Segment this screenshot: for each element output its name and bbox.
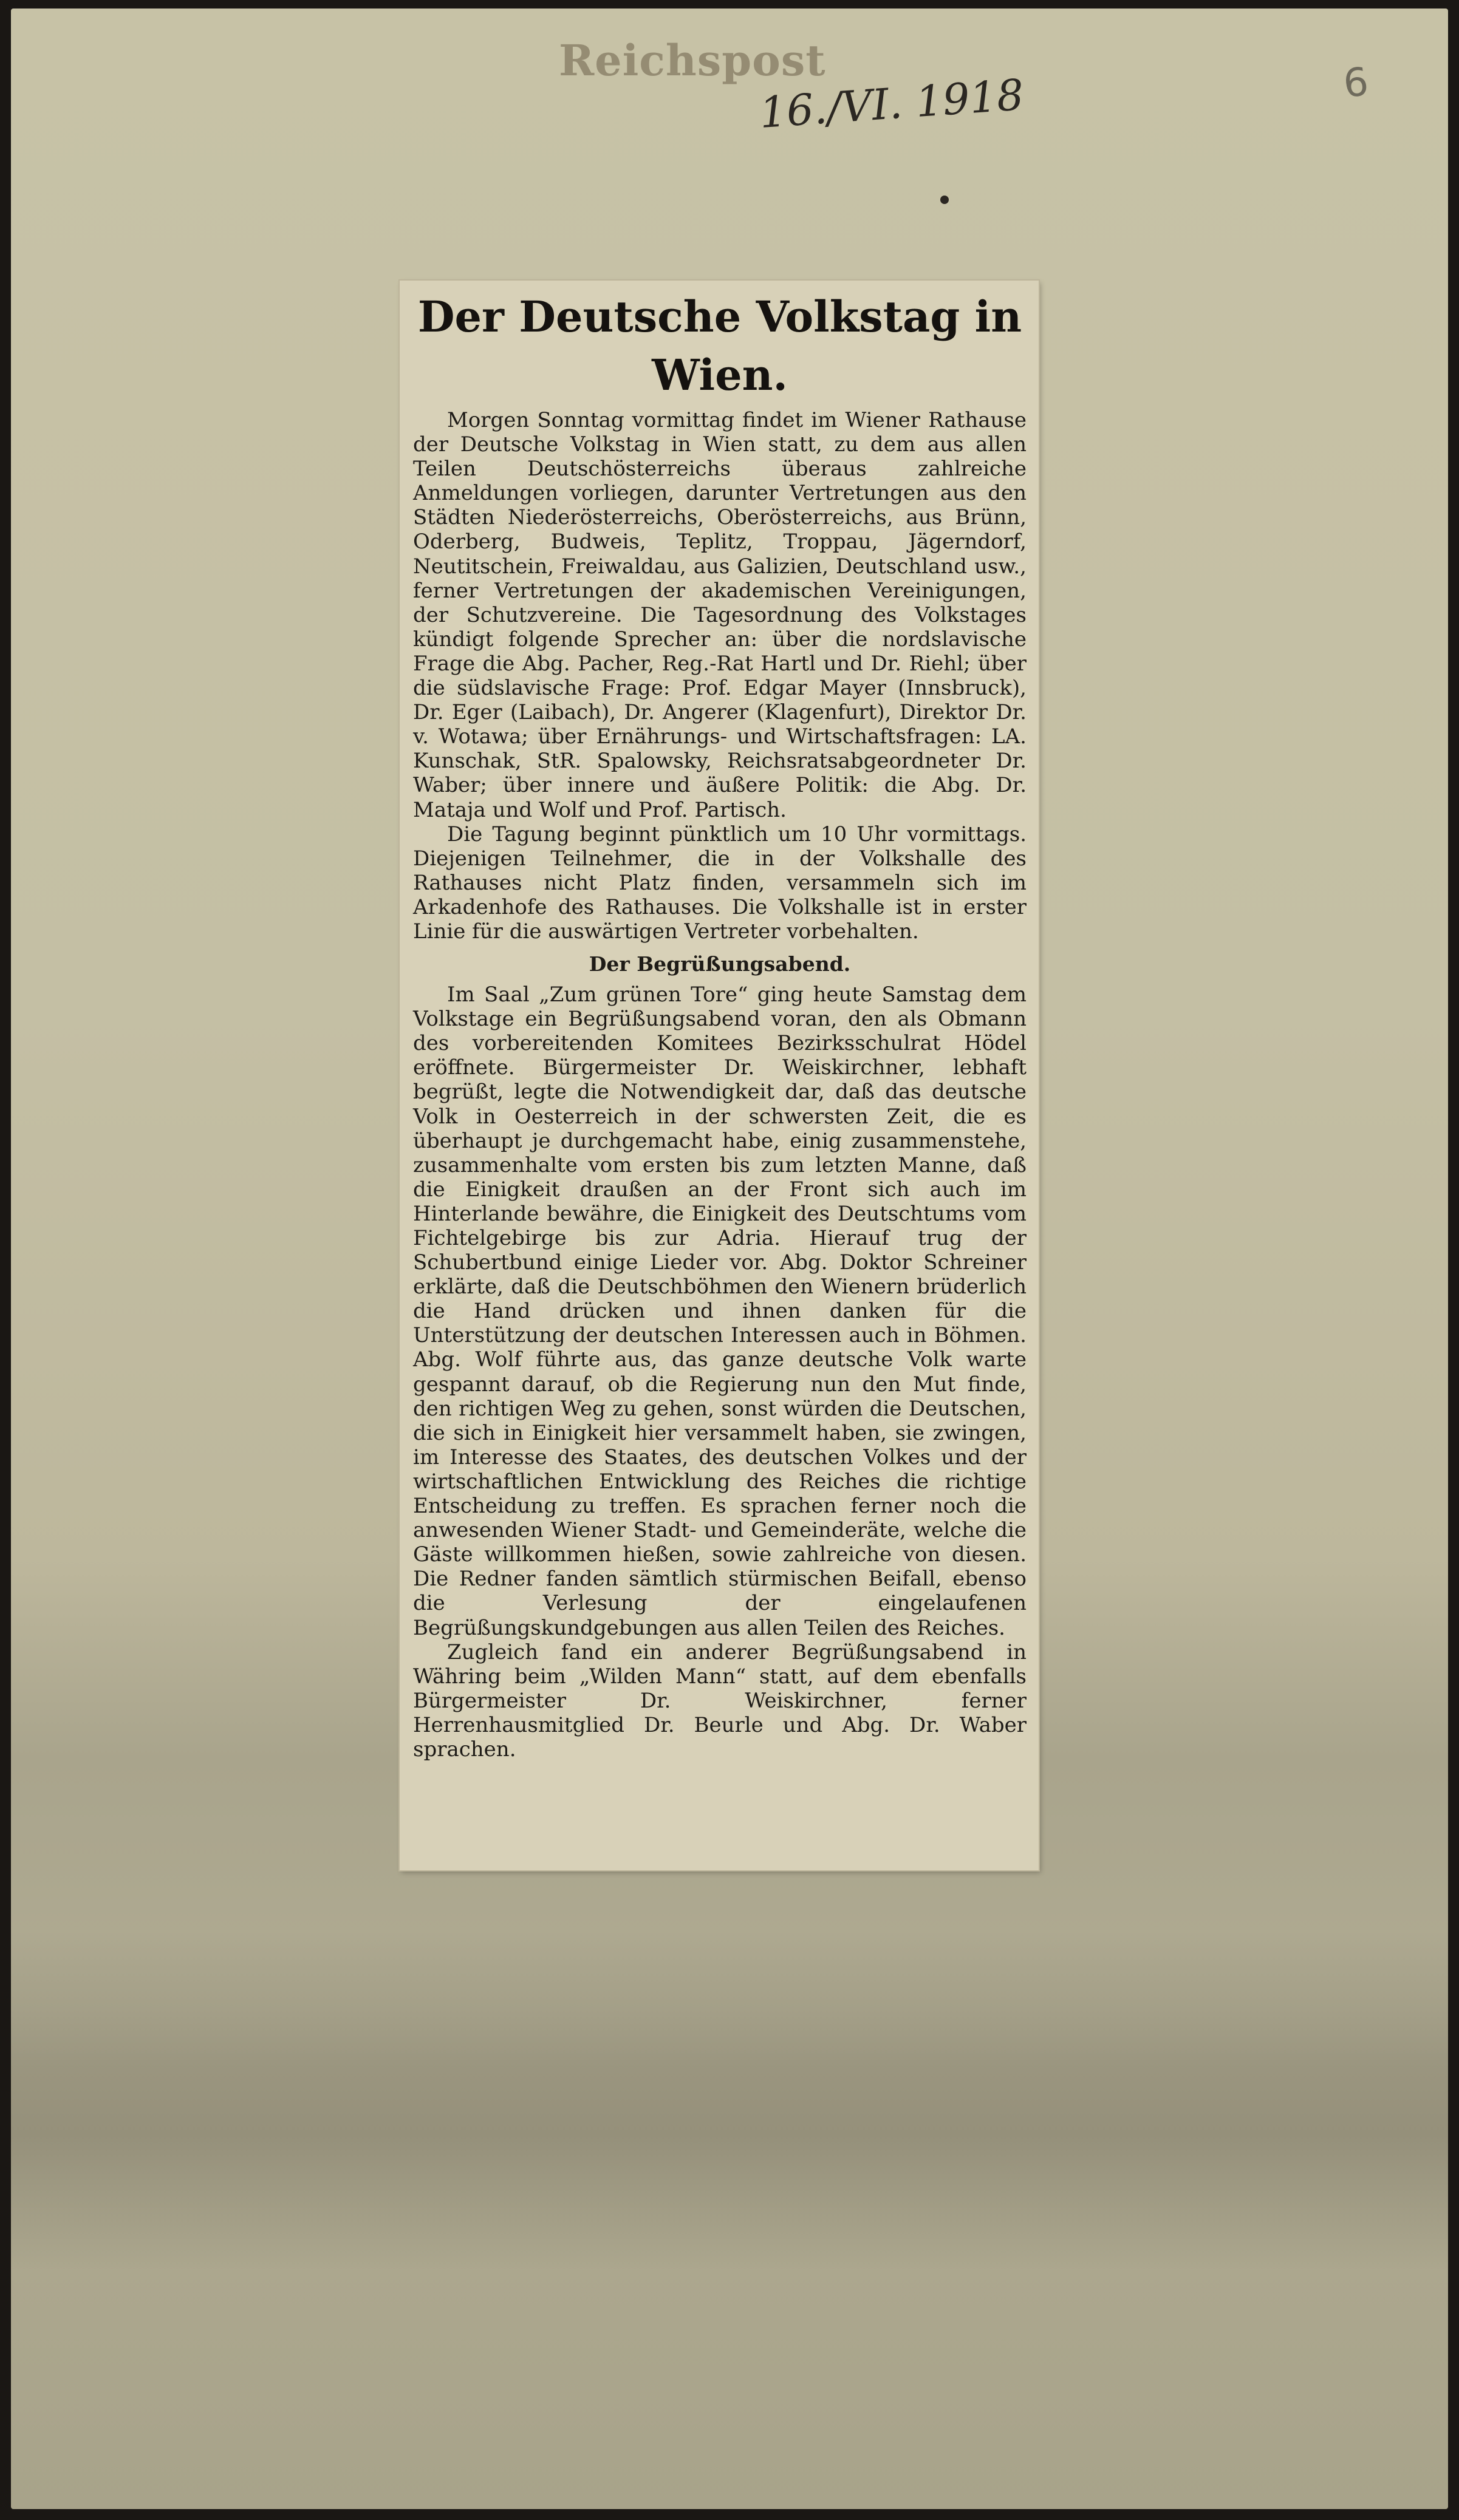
pencil-page-number: 6 (1341, 60, 1371, 107)
newspaper-clipping (400, 281, 1039, 1870)
article-paragraph-3: Im Saal „Zum grünen Tore“ ging heute Samstag dem Volkstage ein Begrüßungsabend voran, den als Obmann des vorbereitenden Komitees Bezirksschulrat Hödel eröffnete. Bürgermeister Dr. Weiskirchner, lebhaft begrüßt, legte die Notwendigkeit dar, daß das deutsche Volk in Oesterreich in der schwersten Zeit, die es überhaupt je durchgemacht habe, einig zusammenstehe, zusammenhalte vom ersten bis zum letzten Manne, daß die Einigkeit draußen an der Front sich auch im Hinterlande bewähre, die Einigkeit des Deutschtums vom Fichtelgebirge bis zur Adria. Hierauf trug der Schubertbund einige Lieder vor. Abg. Doktor Schreiner erklärte, daß die Deutschböhmen den Wienern brüderlich die Hand drücken und ihnen danken für die Unterstützung der deutschen Interessen auch in Böhmen. Abg. Wolf führte aus, das ganze deutsche Volk warte gespannt darauf, ob die Regierung nun den Mut finde, den richtigen Weg zu gehen, sonst würden die Deutschen, die sich in Einigkeit hier versammelt haben, sie zwingen, im Interesse des Staates, des deutschen Volkes und der wirtschaftlichen Entwicklung des Reiches die richtige Entscheidung zu treffen. Es sprachen ferner noch die anwesenden Wiener Stadt- und Gemeinderäte, welche die Gäste willkommen hießen, sowie zahlreiche von diesen. Die Redner fanden sämtlich stürmischen Beifall, ebenso die Verlesung der eingelaufenen Begrüßungskundgebungen aus allen Teilen des Reiches. (413, 982, 1027, 1640)
ink-speck (940, 196, 949, 204)
article-paragraph-4: Zugleich fand ein anderer Begrüßungsabend in Währing beim „Wilden Mann“ statt, auf dem ebenfalls Bürgermeister Dr. Weiskirchner, ferner Herrenhausmitglied Dr. Beurle und Abg. Dr. Waber sprachen. (413, 1640, 1027, 1762)
article-paragraph-1: Morgen Sonntag vormittag findet im Wiener Rathause der Deutsche Volkstag in Wien statt, zu dem aus allen Teilen Deutschösterreichs überaus zahlreiche Anmeldungen vorliegen, darunter Vertretungen aus den Städten Niederösterreichs, Oberösterreichs, aus Brünn, Oderberg, Budweis, Teplitz, Troppau, Jägerndorf, Neutitschein, Freiwaldau, aus Galizien, Deutschland usw., ferner Vertretungen der akademischen Vereinigungen, der Schutzvereine. Die Tagesordnung des Volkstages kündigt folgende Sprecher an: über die nordslavische Frage die Abg. Pacher, Reg.-Rat Hartl und Dr. Riehl; über die südslavische Frage: Prof. Edgar Mayer (Innsbruck), Dr. Eger (Laibach), Dr. Angerer (Klagenfurt), Direktor Dr. v. Wotawa; über Ernährungs- und Wirtschaftsfragen: LA. Kunschak, StR. Spalowsky, Reichsratsabgeordneter Dr. Waber; über innere und äußere Politik: die Abg. Dr. Mataja und Wolf und Prof. Partisch. (413, 408, 1027, 822)
handwritten-date: 16./VI. 1918 (757, 69, 1026, 138)
sheet-fold-shadow (11, 1931, 1448, 2271)
newspaper-masthead-stamp: Reichspost (559, 35, 826, 86)
section-heading: Der Begrüßungsabend. (589, 952, 851, 976)
article-paragraph-2: Die Tagung beginnt pünktlich um 10 Uhr vormittags. Diejenigen Teilnehmer, die in der Volkshalle des Rathauses nicht Platz finden, versammeln sich im Arkadenhofe des Rathauses. Die Volkshalle ist in erster Linie für die auswärtigen Vertreter vorbehalten. (413, 822, 1027, 944)
article-headline: Der Deutsche Volkstag in Wien. (417, 291, 1022, 400)
